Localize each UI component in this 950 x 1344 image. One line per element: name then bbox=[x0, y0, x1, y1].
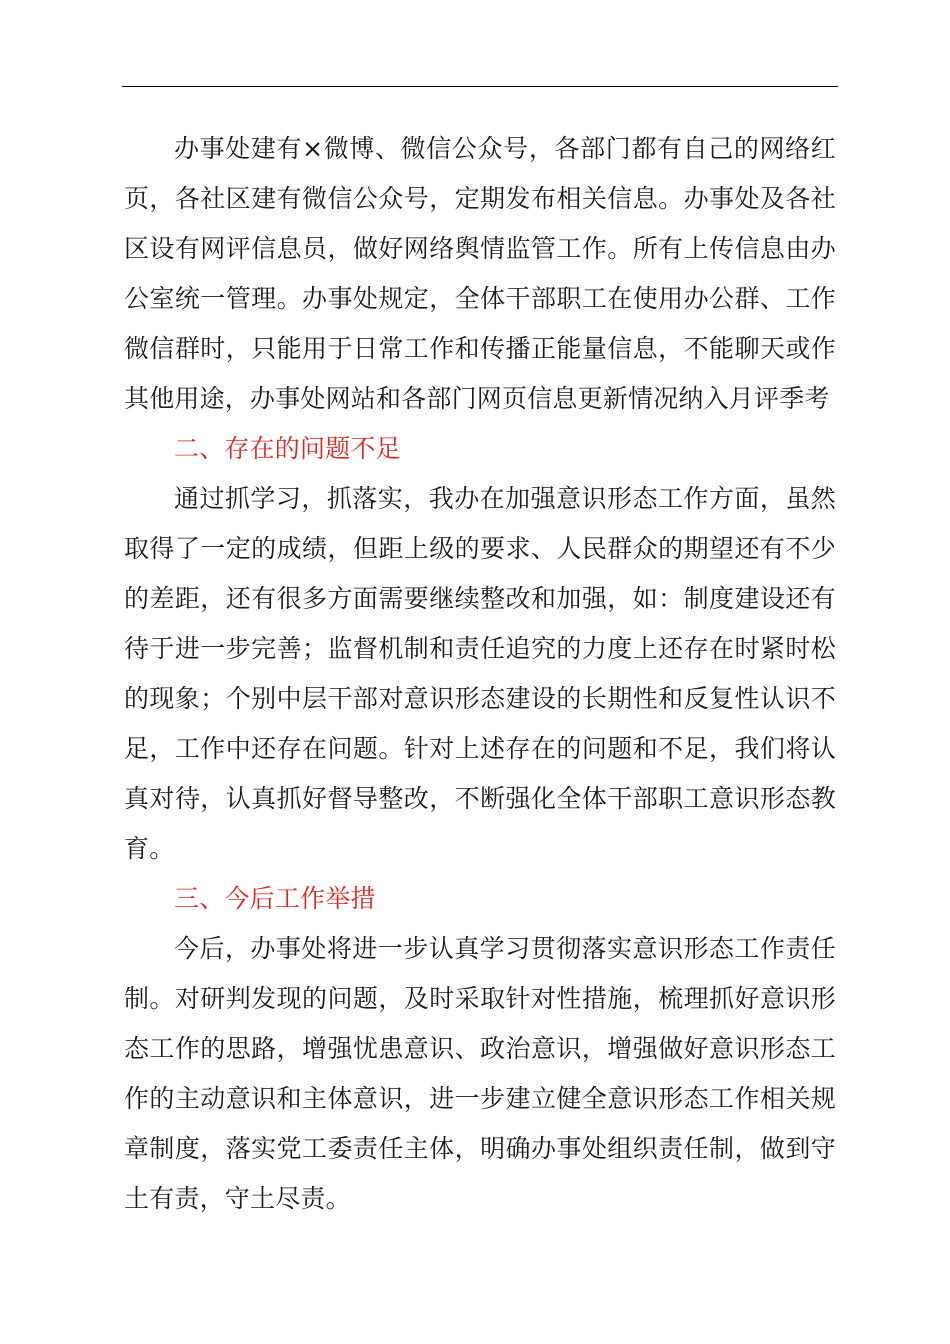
paragraph-future-measures: 今后，办事处将进一步认真学习贯彻落实意识形态工作责任制。对研判发现的问题，及时采取针对性措施，梳理抓好意识形态工作的思路，增强忧患意识、政治意识，增强做好意识形态工作的主动意识和主体意识，进一步建立健全意识形态工作相关规章制度，落实党工委责任主体，明确办事处组织责任制，做到守土有责，守土尽责。 bbox=[124, 934, 836, 1213]
header-rule bbox=[122, 86, 838, 87]
paragraph-network-management: 办事处建有×微博、微信公众号，各部门都有自己的网络红页，各社区建有微信公众号，定期发布相关信息。办事处及各社区设有网评信息员，做好网络舆情监管工作。所有上传信息由办公室统一管理。办事处规定，全体干部职工在使用办公群、工作微信群时，只能用于日常工作和传播正能量信息，不能聊天或作其他用途，办事处网站和各部门网页信息更新情况纳入月评季考 bbox=[124, 134, 836, 413]
paragraph-problems: 通过抓学习，抓落实，我办在加强意识形态工作方面，虽然取得了一定的成绩，但距上级的要求、人民群众的期望还有不少的差距，还有很多方面需要继续整改和加强，如：制度建设还有待于进一步完善；监督机制和责任追究的力度上还存在时紧时松的现象；个别中层干部对意识形态建设的长期性和反复性认识不足，工作中还存在问题。针对上述存在的问题和不足，我们将认真对待，认真抓好督导整改，不断强化全体干部职工意识形态教育。 bbox=[124, 484, 836, 863]
section-heading-future-measures: 三、今后工作举措 bbox=[174, 884, 376, 913]
document-body bbox=[124, 124, 836, 1224]
section-heading-problems: 二、存在的问题不足 bbox=[174, 434, 401, 463]
